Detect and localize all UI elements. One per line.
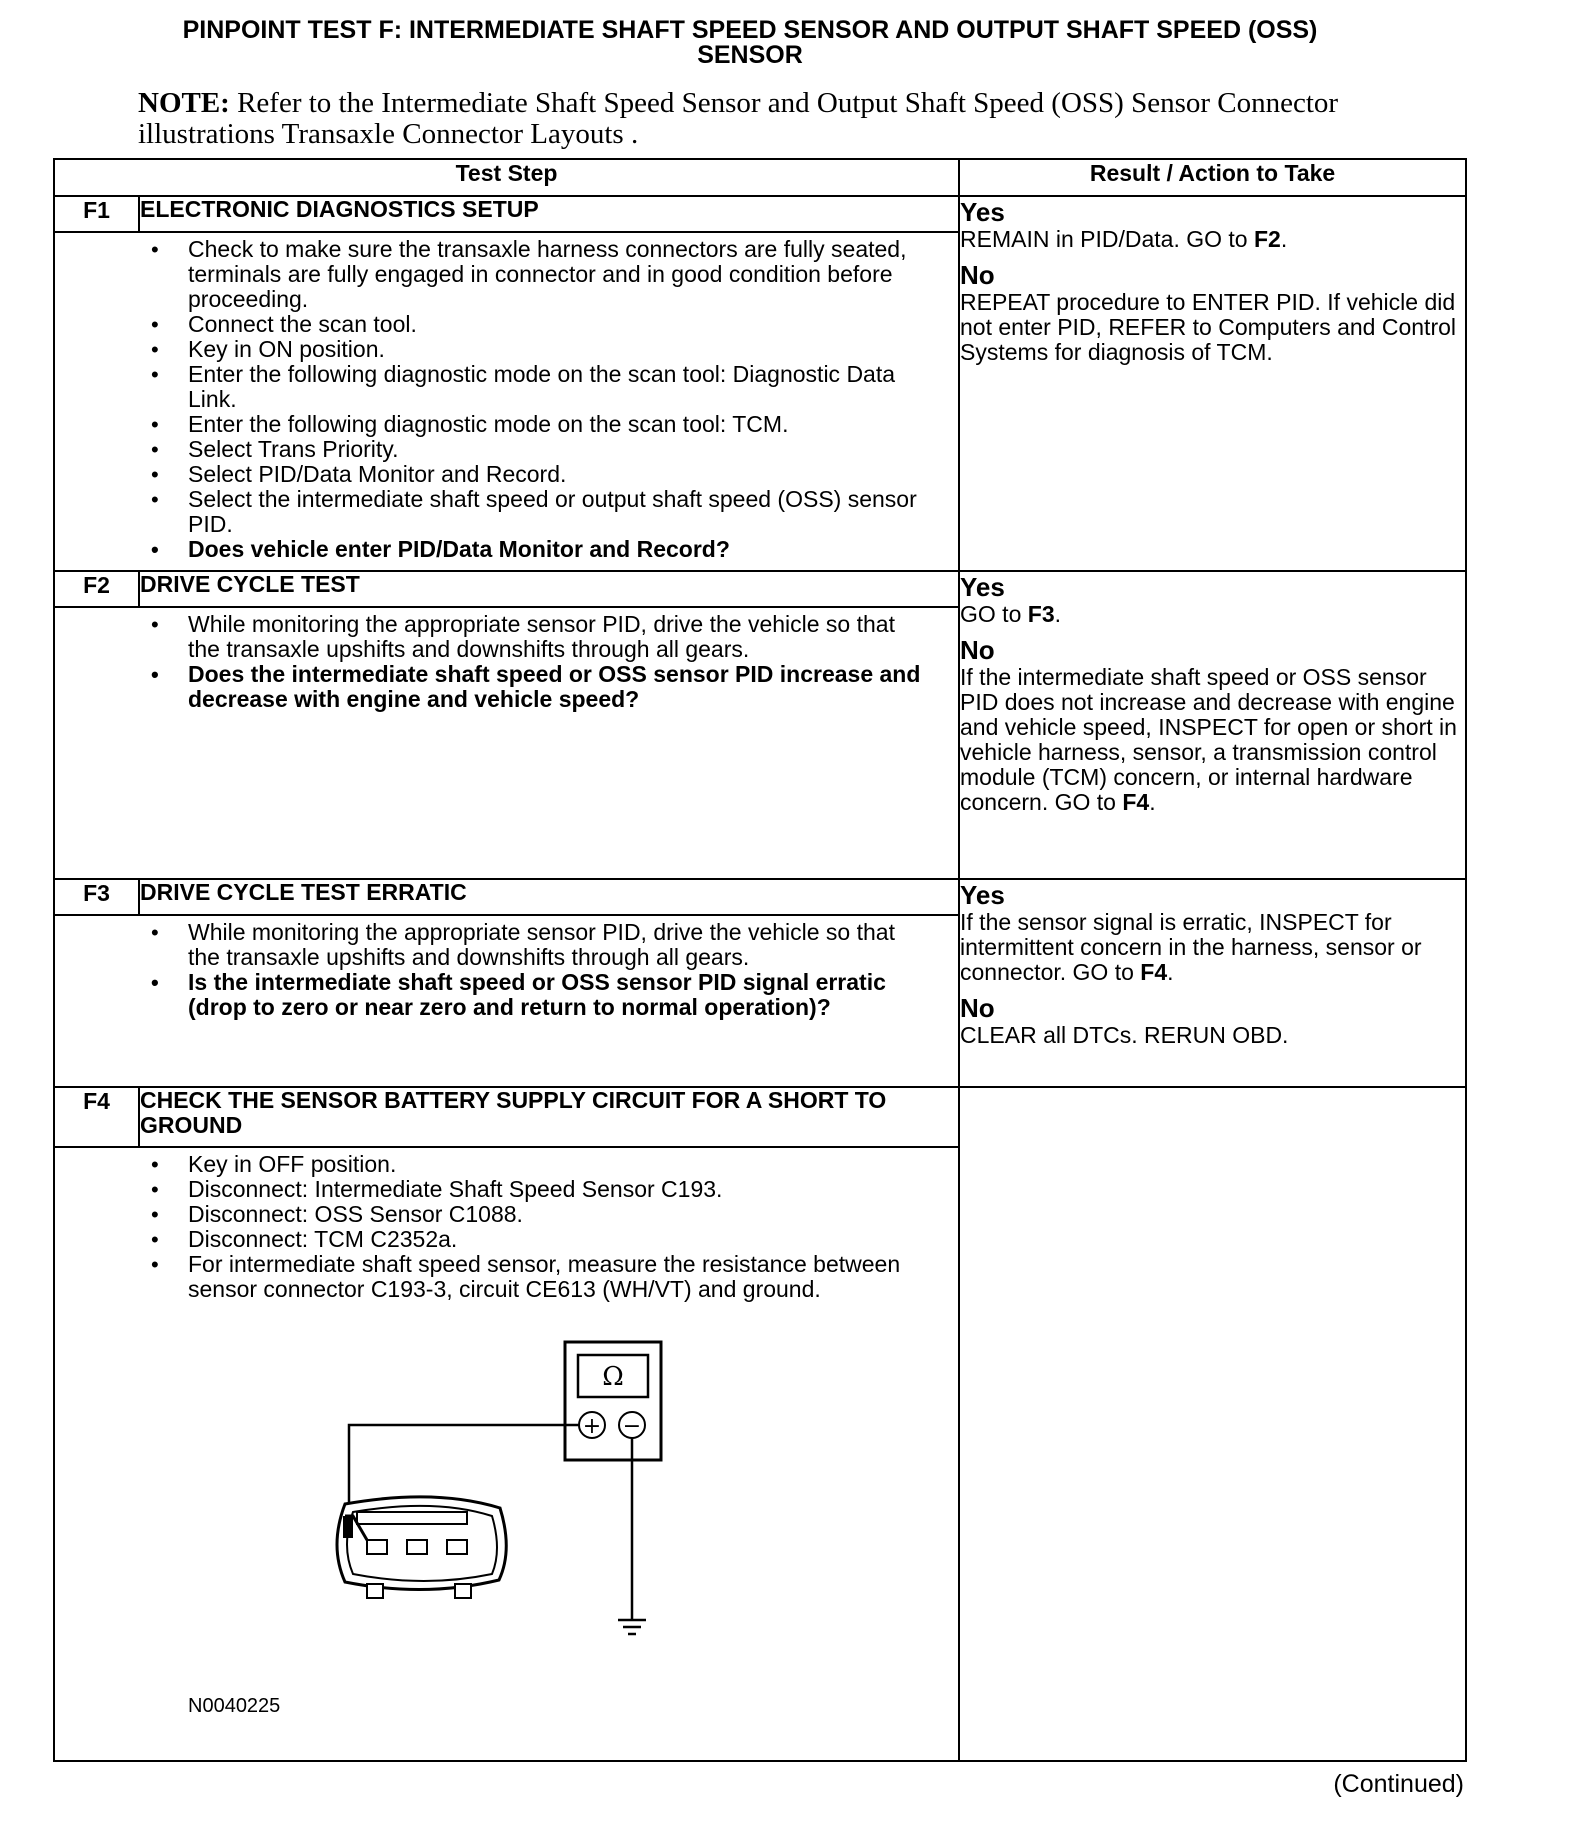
step-question: • Does vehicle enter PID/Data Monitor and Record? [188,537,958,562]
step-body [54,1147,959,1761]
list-item: • Connect the scan tool. [188,312,958,337]
pinpoint-test-table [53,158,1467,1762]
list-item: • Key in ON position. [188,337,958,362]
page-title [60,18,1440,68]
list-item: • Select PID/Data Monitor and Record. [188,462,958,487]
sensor-connector [337,1497,506,1598]
yes-text: If the sensor signal is erratic, INSPECT for intermittent concern in the harness, sensor or connector. GO to F4. [960,909,1422,985]
yes-label: Yes [960,572,1005,602]
no-label: No [960,635,995,665]
step-question: • Is the intermediate shaft speed or OSS sensor PID signal erratic (drop to zero or near zero and return to normal operation)? [188,970,958,1020]
list-item: • Check to make sure the transaxle harness connectors are fully seated, terminals are fully engaged in connector and in good condition before proceeding. [188,237,958,312]
step-id: F2 [54,571,139,607]
step-row-f1 [54,196,1466,232]
resistance-measurement-figure [55,1302,958,1732]
step-title: DRIVE CYCLE TEST [139,571,959,607]
list-item: • Disconnect: TCM C2352a. [188,1227,958,1252]
ohm-symbol: Ω [602,1362,624,1392]
step-body [54,915,959,1087]
list-item: • Select the intermediate shaft speed or output shaft speed (OSS) sensor PID. [188,487,958,537]
yes-text: GO to F3. [960,601,1061,627]
step-body [54,607,959,879]
no-label: No [960,260,995,290]
step-result [959,1087,1466,1761]
plus-symbol: + [582,1414,602,1439]
list-item: • Key in OFF position. [188,1152,958,1177]
note-label: NOTE: [138,87,230,119]
no-label: No [960,993,995,1023]
step-title: DRIVE CYCLE TEST ERRATIC [139,879,959,915]
step-result [959,879,1466,1087]
step-row-f4 [54,1087,1466,1147]
list-item: • Select Trans Priority. [188,437,958,462]
note [138,88,1438,150]
ohmmeter-connector-diagram [55,1302,960,1722]
list-item: • For intermediate shaft speed sensor, measure the resistance between sensor connector C193-3, circuit CE613 (WH/VT) and ground. [188,1252,958,1302]
header-test-step: Test Step [54,159,959,196]
list-item: • Enter the following diagnostic mode on the scan tool: TCM. [188,412,958,437]
no-text: REPEAT procedure to ENTER PID. If vehicle did not enter PID, REFER to Computers and Control Systems for diagnosis of TCM. [960,289,1457,365]
no-text: CLEAR all DTCs. RERUN OBD. [960,1022,1289,1048]
title-line-1: PINPOINT TEST F: INTERMEDIATE SHAFT SPEED SENSOR AND OUTPUT SHAFT SPEED (OSS) [182,16,1318,44]
step-bullet-list [55,1152,958,1302]
header-result: Result / Action to Take [959,159,1466,196]
step-id: F3 [54,879,139,915]
step-bullet-list [55,920,958,1020]
continued-label: (Continued) [1333,1770,1464,1798]
step-row-f2 [54,571,1466,607]
yes-label: Yes [960,197,1005,227]
no-text: If the intermediate shaft speed or OSS sensor PID does not increase and decrease with engine and vehicle speed, INSPECT for open or short in vehicle harness, sensor, a transmission control module (TCM) concern, or internal hardware concern. GO to F4. [960,664,1457,815]
step-id: F1 [54,196,139,232]
title-line-2: SENSOR [697,41,803,69]
yes-label: Yes [960,880,1005,910]
list-item: • Disconnect: Intermediate Shaft Speed Sensor C193. [188,1177,958,1202]
note-text: Refer to the Intermediate Shaft Speed Sensor and Output Shaft Speed (OSS) Sensor Connector illustrations Transaxle Connector Layouts . [138,87,1339,150]
list-item: • Enter the following diagnostic mode on the scan tool: Diagnostic Data Link. [188,362,958,412]
step-question: • Does the intermediate shaft speed or OSS sensor PID increase and decrease with engine and vehicle speed? [188,662,958,712]
list-item: • Disconnect: OSS Sensor C1088. [188,1202,958,1227]
list-item: • While monitoring the appropriate sensor PID, drive the vehicle so that the transaxle upshifts and downshifts through all gears. [188,920,958,970]
step-bullet-list [55,237,958,562]
minus-symbol: − [622,1414,642,1439]
yes-text: REMAIN in PID/Data. GO to F2. [960,226,1288,252]
step-row-f3 [54,879,1466,915]
step-result [959,571,1466,879]
step-title: ELECTRONIC DIAGNOSTICS SETUP [139,196,959,232]
step-title: CHECK THE SENSOR BATTERY SUPPLY CIRCUIT FOR A SHORT TO GROUND [139,1087,959,1147]
step-bullet-list [55,612,958,712]
step-result [959,196,1466,571]
step-id: F4 [54,1087,139,1147]
figure-id: N0040225 [188,1695,281,1717]
step-body [54,232,959,571]
list-item: • While monitoring the appropriate sensor PID, drive the vehicle so that the transaxle upshifts and downshifts through all gears. [188,612,958,662]
